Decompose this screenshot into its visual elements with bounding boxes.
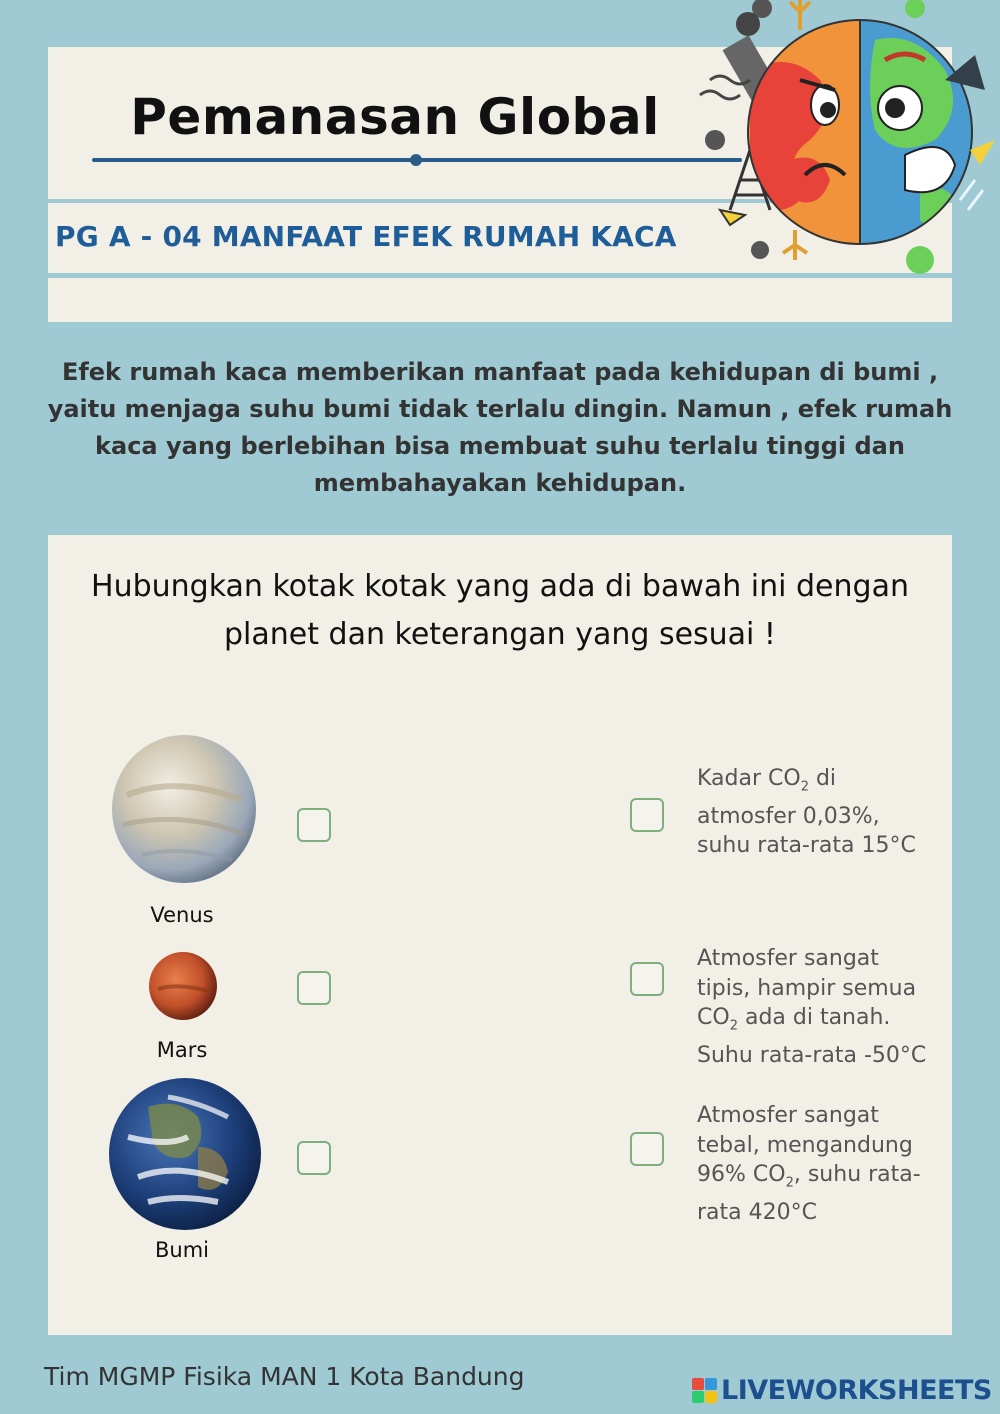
planet-label-venus: Venus: [150, 903, 214, 927]
footer-credit: Tim MGMP Fisika MAN 1 Kota Bandung: [44, 1362, 525, 1391]
checkbox-description-2[interactable]: [630, 962, 664, 996]
planet-label-mars: Mars: [156, 1038, 208, 1062]
blank-panel: [48, 278, 952, 322]
checkbox-description-3[interactable]: [630, 1132, 664, 1166]
description-3: Atmosfer sangat tebal, mengandung 96% $CO_2$, suhu rata-rata 420°C: [697, 1103, 921, 1225]
planet-label-bumi: Bumi: [154, 1238, 209, 1262]
global-warming-earth-icon: [690, 0, 1000, 280]
title-underline-dot: [410, 154, 422, 166]
description-1: Kadar $CO_2$ di atmosfer 0,03%, suhu rata-rata 15°C: [697, 766, 916, 859]
brand-text: LIVEWORKSHEETS: [721, 1374, 992, 1406]
checkbox-description-1[interactable]: [630, 798, 664, 832]
liveworksheets-brand[interactable]: [692, 1372, 992, 1408]
subtitle: PG A - 04 MANFAAT EFEK RUMAH KACA: [55, 220, 677, 253]
intro-paragraph: Efek rumah kaca memberikan manfaat pada kehidupan di bumi , yaitu menjaga suhu bumi tidak terlalu dingin. Namun , efek rumah kaca yang berlebihan bisa membuat suhu terlalu tinggi dan membahayakan kehidupan.: [47, 358, 953, 497]
mars-image: [148, 951, 218, 1021]
earth-image: [108, 1077, 262, 1231]
liveworksheets-logo-icon: [692, 1378, 717, 1403]
page-title: Pemanasan Global: [130, 88, 660, 146]
checkbox-mars[interactable]: [297, 971, 331, 1005]
instruction-text: Hubungkan kotak kotak yang ada di bawah ini dengan planet dan keterangan yang sesuai !: [91, 569, 909, 652]
checkbox-venus[interactable]: [297, 808, 331, 842]
checkbox-bumi[interactable]: [297, 1141, 331, 1175]
venus-image: [112, 735, 257, 883]
description-2: Atmosfer sangat tipis, hampir semua $CO_2$ ada di tanah. Suhu rata-rata -50°C: [697, 946, 927, 1068]
